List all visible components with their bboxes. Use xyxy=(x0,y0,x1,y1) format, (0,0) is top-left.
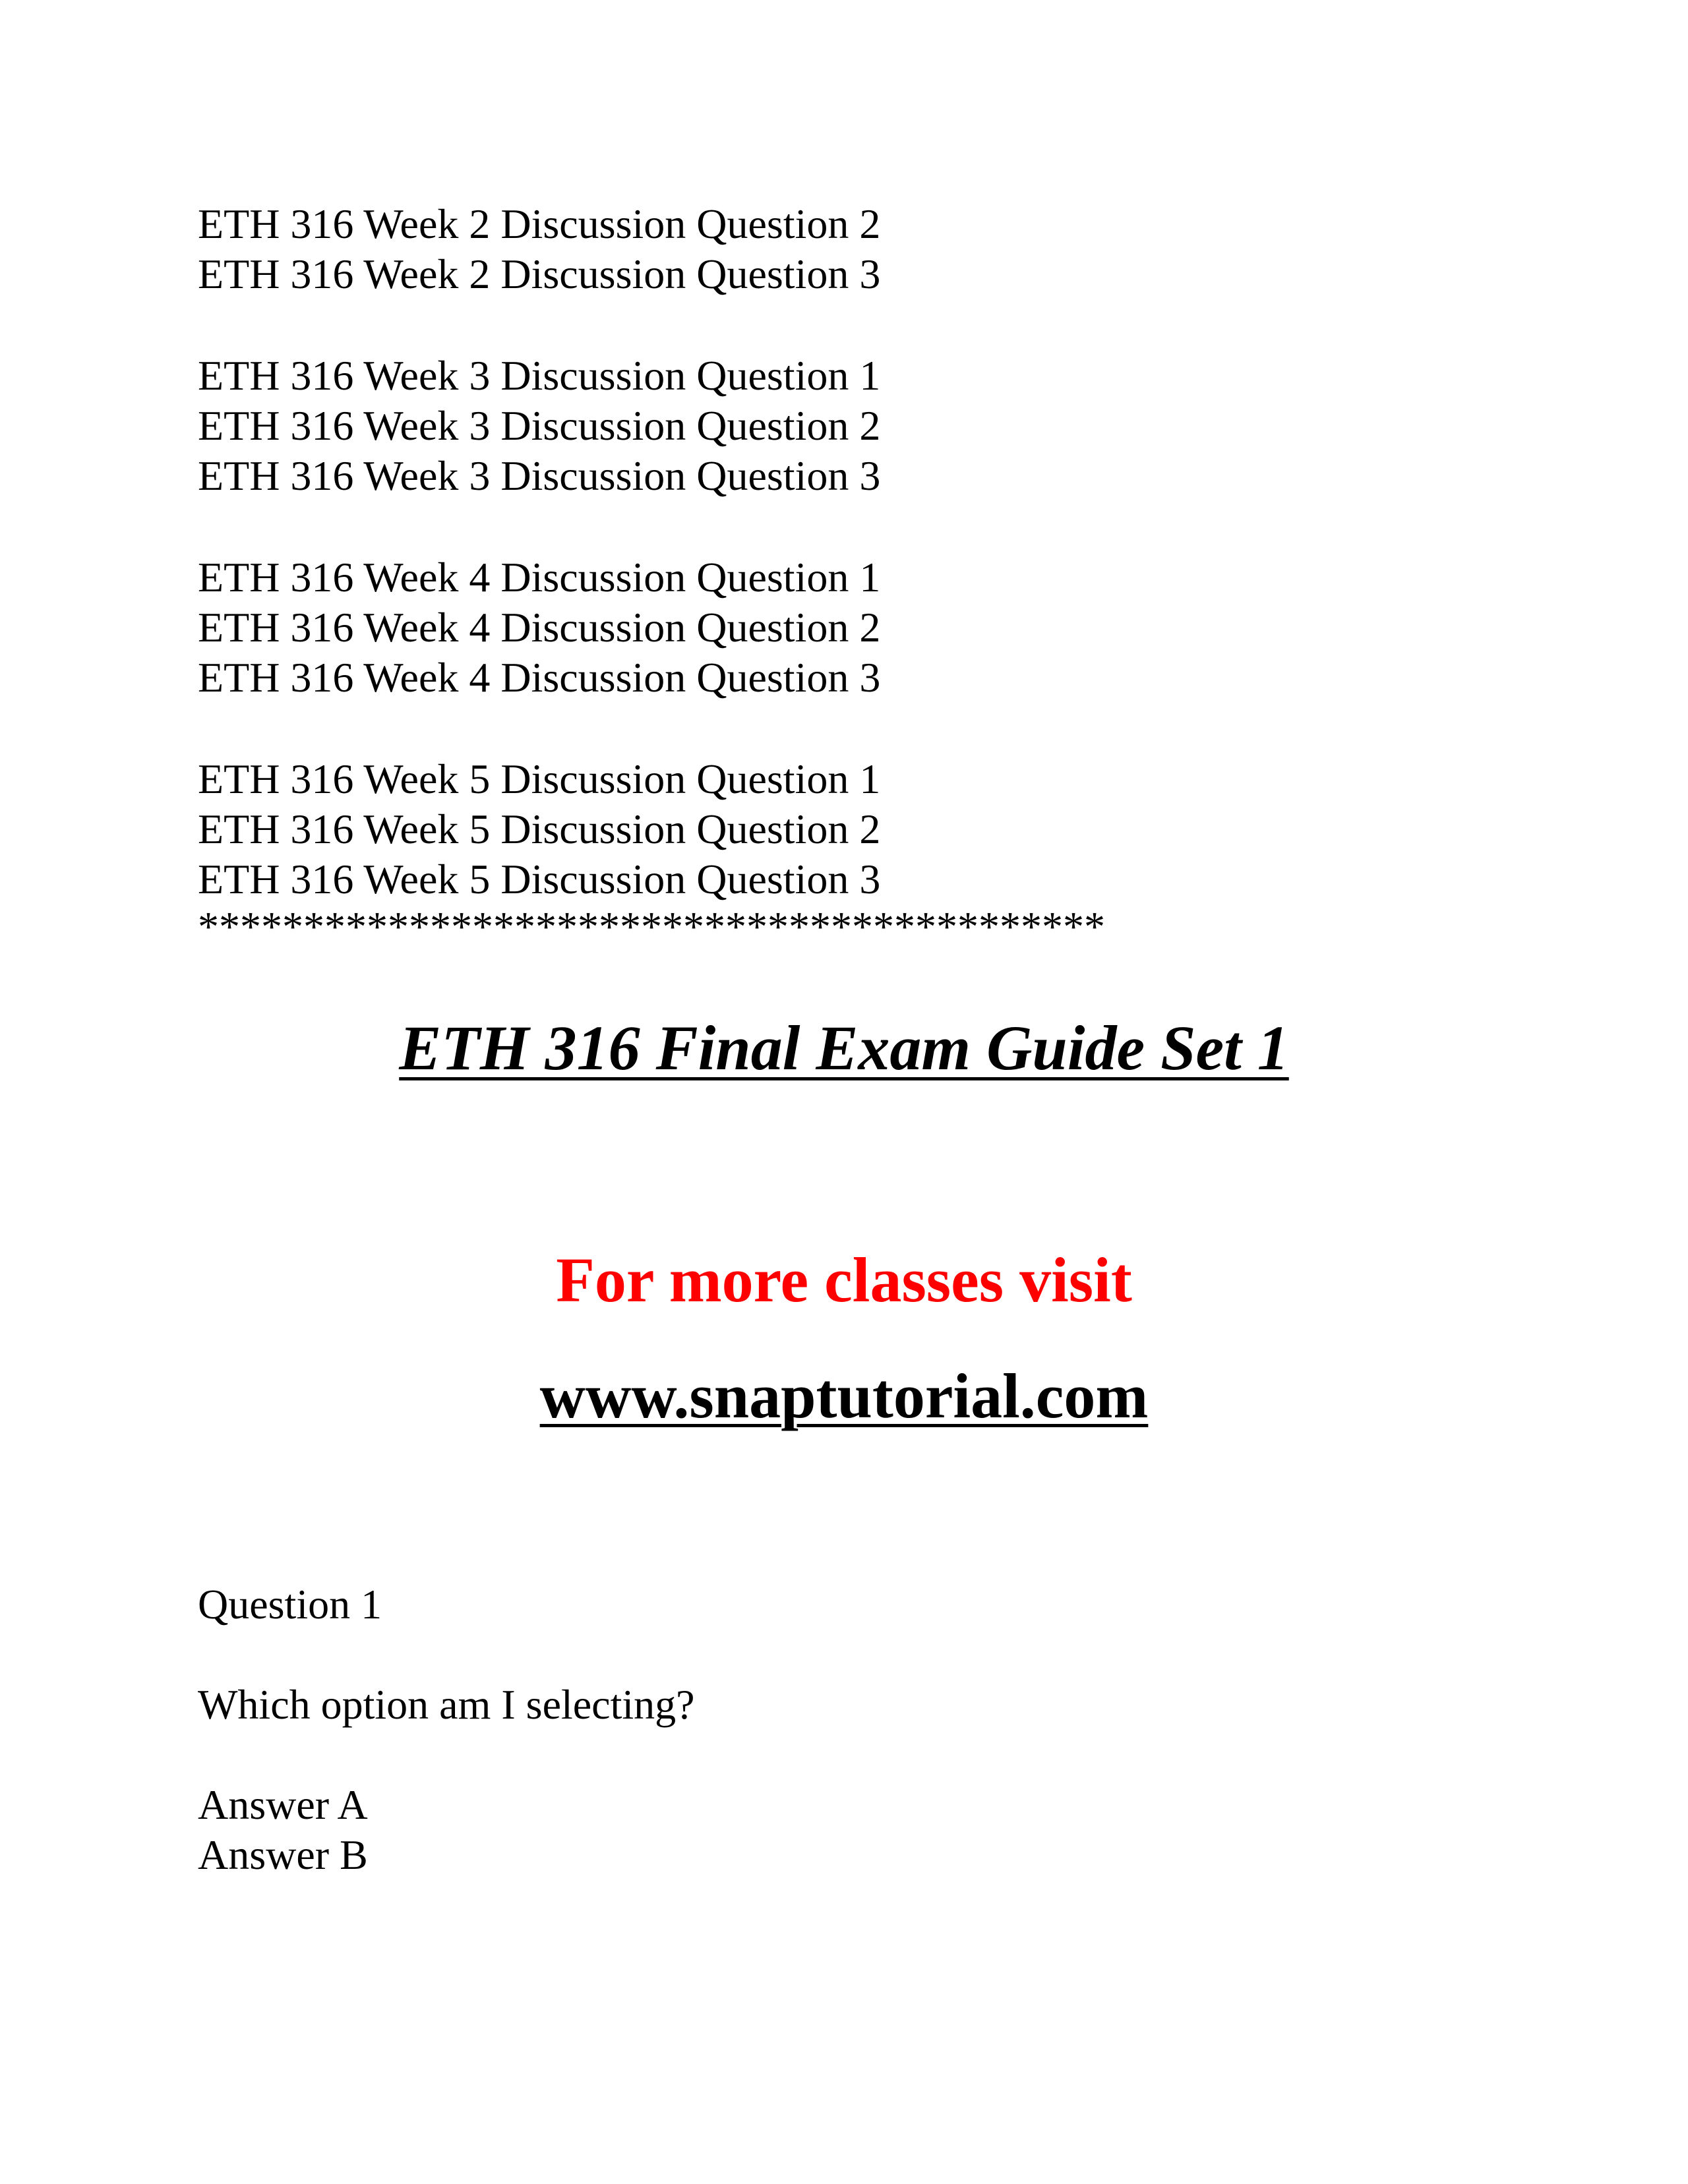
exam-title: ETH 316 Final Exam Guide Set 1 xyxy=(399,1013,1289,1083)
answer-option: Answer B xyxy=(198,1831,368,1878)
discussion-line: ETH 316 Week 5 Discussion Question 1 xyxy=(198,755,881,802)
question-prompt: Which option am I selecting? xyxy=(198,1681,695,1728)
discussion-line: ETH 316 Week 4 Discussion Question 2 xyxy=(198,604,881,651)
discussion-line: ETH 316 Week 2 Discussion Question 2 xyxy=(198,200,881,247)
discussion-line: ETH 316 Week 5 Discussion Question 3 xyxy=(198,856,881,902)
discussion-line: ETH 316 Week 4 Discussion Question 3 xyxy=(198,654,881,701)
question-number: Question 1 xyxy=(198,1581,382,1628)
discussion-line: ETH 316 Week 2 Discussion Question 3 xyxy=(198,251,881,297)
site-link[interactable]: www.snaptutorial.com xyxy=(539,1361,1149,1431)
asterisk-separator: ******************************************* xyxy=(198,903,1105,950)
discussion-line: ETH 316 Week 3 Discussion Question 1 xyxy=(198,352,881,399)
answer-option: Answer A xyxy=(198,1781,368,1828)
discussion-line: ETH 316 Week 3 Discussion Question 2 xyxy=(198,402,881,449)
discussion-line: ETH 316 Week 3 Discussion Question 3 xyxy=(198,452,881,499)
discussion-line: ETH 316 Week 4 Discussion Question 1 xyxy=(198,554,881,601)
promo-text: For more classes visit xyxy=(556,1245,1132,1315)
discussion-line: ETH 316 Week 5 Discussion Question 2 xyxy=(198,806,881,852)
